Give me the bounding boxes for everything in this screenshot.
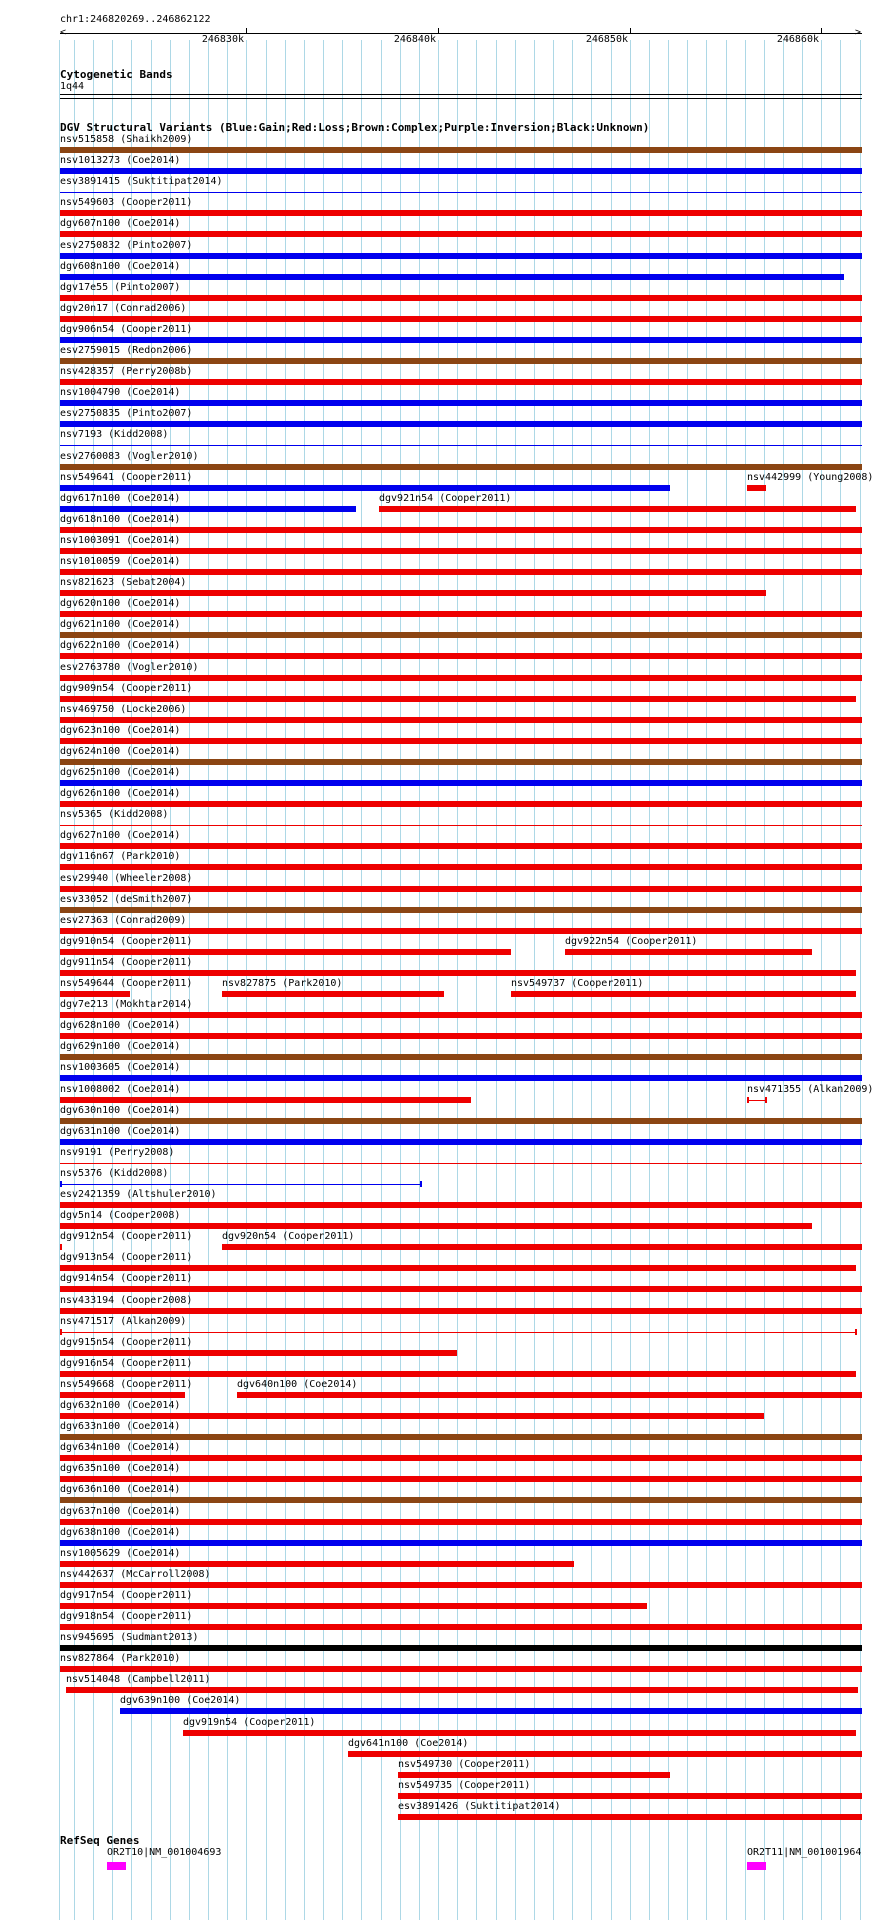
variant-bar[interactable] [60,1603,647,1609]
variant-bar[interactable] [60,717,862,723]
variant-bar[interactable] [747,485,766,491]
ruler-tick-label: 246840k [393,34,436,45]
variant-label: nsv442637 (McCarroll2008) [60,1569,211,1580]
gene-bar[interactable] [747,1862,766,1870]
variant-label: dgv635n100 (Coe2014) [60,1463,181,1474]
variant-label: dgv914n54 (Cooper2011) [60,1273,193,1284]
variant-label: dgv912n54 (Cooper2011) [60,1231,193,1242]
variant-bar[interactable] [60,970,856,976]
variant-bar[interactable] [60,738,862,744]
variant-label: dgv632n100 (Coe2014) [60,1400,181,1411]
cytoband-line-top [60,94,862,95]
variant-bar[interactable] [60,1244,62,1250]
variant-label: dgv640n100 (Coe2014) [237,1379,358,1390]
location-label: chr1:246820269..246862122 [60,14,211,25]
variant-bar[interactable] [379,506,856,512]
variant-bar[interactable] [60,485,670,491]
variant-bar[interactable] [60,253,862,259]
variant-bar[interactable] [60,696,856,702]
variant-label: nsv549644 (Cooper2011) [60,978,193,989]
variant-label: dgv634n100 (Coe2014) [60,1442,181,1453]
variant-bar[interactable] [60,1540,862,1546]
variant-bar[interactable] [60,1519,862,1525]
variant-label: nsv549641 (Cooper2011) [60,472,193,483]
variant-label: nsv1005629 (Coe2014) [60,1548,181,1559]
variant-bar[interactable] [60,1118,862,1124]
variant-bar[interactable] [60,1286,862,1292]
variant-label: dgv620n100 (Coe2014) [60,598,181,609]
variant-label: dgv623n100 (Coe2014) [60,725,181,736]
variant-bar[interactable] [565,949,812,955]
variant-label: nsv821623 (Sebat2004) [60,577,187,588]
variant-bar[interactable] [60,1371,856,1377]
variant-label: nsv442999 (Young2008) [747,472,874,483]
variant-label: esv2421359 (Altshuler2010) [60,1189,217,1200]
variant-label: dgv633n100 (Coe2014) [60,1421,181,1432]
variant-bar[interactable] [222,1244,862,1250]
variant-bar[interactable] [60,1350,457,1356]
variant-label: dgv608n100 (Coe2014) [60,261,181,272]
variant-label: nsv1008002 (Coe2014) [60,1084,181,1095]
variant-label: dgv17e55 (Pinto2007) [60,282,181,293]
variant-label: esv2763780 (Vogler2010) [60,662,199,673]
variant-bar[interactable] [60,168,862,174]
variant-label: nsv549603 (Cooper2011) [60,197,193,208]
variant-label: dgv5n14 (Cooper2008) [60,1210,181,1221]
variant-label: dgv622n100 (Coe2014) [60,640,181,651]
variant-bar-cap [420,1181,422,1187]
variant-bar[interactable] [60,1624,862,1630]
variant-label: dgv627n100 (Coe2014) [60,830,181,841]
variant-label: dgv920n54 (Cooper2011) [222,1231,355,1242]
variant-bar[interactable] [60,1645,862,1651]
variant-label: dgv913n54 (Cooper2011) [60,1252,193,1263]
variant-bar[interactable] [60,1223,812,1229]
variant-label: dgv909n54 (Cooper2011) [60,683,193,694]
variant-label: esv33052 (deSmith2007) [60,894,193,905]
gene-bar[interactable] [107,1862,126,1870]
refseq-track-title: RefSeq Genes [60,1834,140,1847]
variant-label: dgv910n54 (Cooper2011) [60,936,193,947]
variant-label: esv2760083 (Vogler2010) [60,451,199,462]
variant-label: nsv433194 (Cooper2008) [60,1295,193,1306]
variant-label: dgv20n17 (Conrad2006) [60,303,187,314]
variant-label: nsv471355 (Alkan2009) [747,1084,874,1095]
variant-bar[interactable] [60,1332,856,1333]
ruler-tick-mark [821,28,822,34]
variant-label: dgv915n54 (Cooper2011) [60,1337,193,1348]
variant-bar[interactable] [60,1392,185,1398]
variant-bar[interactable] [60,192,862,193]
variant-label: dgv911n54 (Cooper2011) [60,957,193,968]
variant-bar[interactable] [60,1476,862,1482]
variant-label: nsv945695 (Sudmant2013) [60,1632,199,1643]
variant-bar[interactable] [60,653,862,659]
variant-bar[interactable] [60,1012,862,1018]
variant-bar[interactable] [237,1392,862,1398]
variant-bar-cap [60,1181,62,1187]
variant-label: esv3891415 (Suktitipat2014) [60,176,223,187]
variant-label: dgv638n100 (Coe2014) [60,1527,181,1538]
variant-bar[interactable] [60,527,862,533]
variant-label: nsv469750 (Locke2006) [60,704,187,715]
variant-label: nsv549730 (Cooper2011) [398,1759,531,1770]
variant-bar[interactable] [60,632,862,638]
variant-label: nsv9191 (Perry2008) [60,1147,175,1158]
ruler-tick-label: 246850k [585,34,628,45]
variant-bar[interactable] [60,1434,862,1440]
variant-bar[interactable] [66,1687,858,1693]
variant-bar[interactable] [511,991,856,997]
variant-bar[interactable] [747,1100,766,1101]
variant-bar[interactable] [60,1139,862,1145]
variant-bar[interactable] [60,231,862,237]
variant-label: dgv629n100 (Coe2014) [60,1041,181,1052]
variant-label: nsv7193 (Kidd2008) [60,429,169,440]
variant-bar[interactable] [60,1308,862,1314]
variant-bar[interactable] [60,780,862,786]
dgv-track-title: DGV Structural Variants (Blue:Gain;Red:Loss;Brown:Complex;Purple:Inversion;Black:Unknown) [60,121,650,134]
variant-bar-cap [747,1097,749,1103]
variant-bar[interactable] [60,379,862,385]
variant-bar[interactable] [60,274,844,280]
variant-label: dgv7e213 (Mokhtar2014) [60,999,193,1010]
variant-bar[interactable] [60,1265,856,1271]
variant-bar[interactable] [60,886,862,892]
ruler-tick-mark [438,28,439,34]
variant-bar[interactable] [60,949,511,955]
variant-label: nsv515858 (Shaikh2009) [60,134,193,145]
variant-bar[interactable] [60,358,862,364]
variant-bar[interactable] [60,991,130,997]
variant-label: dgv916n54 (Cooper2011) [60,1358,193,1369]
variant-label: dgv921n54 (Cooper2011) [379,493,512,504]
cytoband-track-title: Cytogenetic Bands [60,68,173,81]
variant-label: dgv621n100 (Coe2014) [60,619,181,630]
variant-label: dgv919n54 (Cooper2011) [183,1717,316,1728]
ruler-tick-mark [630,28,631,34]
variant-label: dgv628n100 (Coe2014) [60,1020,181,1031]
variant-bar[interactable] [60,421,862,427]
variant-bar[interactable] [60,210,862,216]
variant-bar[interactable] [60,295,862,301]
variant-bar[interactable] [60,569,862,575]
variant-bar-cap [765,1097,767,1103]
variant-label: nsv549737 (Cooper2011) [511,978,644,989]
ruler-left-arrow: < [60,27,67,38]
variant-bar[interactable] [60,1202,862,1208]
variant-label: nsv1003091 (Coe2014) [60,535,181,546]
variant-bar[interactable] [60,1455,862,1461]
variant-label: dgv631n100 (Coe2014) [60,1126,181,1137]
variant-label: nsv827875 (Park2010) [222,978,343,989]
variant-bar[interactable] [60,1075,862,1081]
variant-label: dgv624n100 (Coe2014) [60,746,181,757]
variant-bar-cap [855,1329,857,1335]
variant-label: dgv630n100 (Coe2014) [60,1105,181,1116]
variant-label: dgv639n100 (Coe2014) [120,1695,241,1706]
variant-bar[interactable] [60,1666,862,1672]
variant-bar-cap [60,1329,62,1335]
variant-label: dgv637n100 (Coe2014) [60,1506,181,1517]
variant-label: dgv116n67 (Park2010) [60,851,181,862]
variant-bar[interactable] [60,843,862,849]
variant-label: dgv917n54 (Cooper2011) [60,1590,193,1601]
variant-bar[interactable] [60,1097,471,1103]
variant-label: esv29940 (Wheeler2008) [60,873,193,884]
variant-bar[interactable] [120,1708,862,1714]
variant-bar[interactable] [60,1497,862,1503]
variant-bar[interactable] [60,337,862,343]
variant-bar[interactable] [60,1033,862,1039]
variant-label: nsv549735 (Cooper2011) [398,1780,531,1791]
variant-label: nsv471517 (Alkan2009) [60,1316,187,1327]
variant-label: dgv626n100 (Coe2014) [60,788,181,799]
variant-bar[interactable] [60,907,862,913]
variant-label: dgv636n100 (Coe2014) [60,1484,181,1495]
variant-label: nsv549668 (Cooper2011) [60,1379,193,1390]
variant-bar[interactable] [60,1582,862,1588]
variant-bar[interactable] [60,1413,764,1419]
variant-label: dgv906n54 (Cooper2011) [60,324,193,335]
gene-label: OR2T10|NM_001004693 [107,1847,222,1858]
variant-label: nsv514048 (Campbell2011) [66,1674,211,1685]
variant-bar[interactable] [398,1793,862,1799]
variant-bar[interactable] [60,825,862,826]
variant-label: esv2759015 (Redon2006) [60,345,193,356]
variant-bar[interactable] [222,991,444,997]
variant-bar[interactable] [183,1730,856,1736]
variant-bar[interactable] [60,400,862,406]
gene-label: OR2T11|NM_001001964 [747,1847,862,1858]
variant-label: nsv5376 (Kidd2008) [60,1168,169,1179]
variant-label: dgv625n100 (Coe2014) [60,767,181,778]
variant-label: nsv1010059 (Coe2014) [60,556,181,567]
variant-bar[interactable] [398,1772,670,1778]
variant-label: dgv922n54 (Cooper2011) [565,936,698,947]
ruler-tick-mark [246,28,247,34]
variant-bar[interactable] [60,928,862,934]
variant-bar[interactable] [60,611,862,617]
variant-bar[interactable] [60,445,862,446]
variant-label: esv2750835 (Pinto2007) [60,408,193,419]
variant-bar[interactable] [60,506,356,512]
variant-bar[interactable] [60,1054,862,1060]
variant-bar[interactable] [60,590,766,596]
variant-bar[interactable] [60,1163,862,1164]
variant-label: dgv918n54 (Cooper2011) [60,1611,193,1622]
variant-label: esv3891426 (Suktitipat2014) [398,1801,561,1812]
variant-bar[interactable] [60,1561,574,1567]
variant-label: nsv1003605 (Coe2014) [60,1062,181,1073]
variant-label: dgv641n100 (Coe2014) [348,1738,469,1749]
ruler-line [60,33,862,34]
variant-label: nsv1004790 (Coe2014) [60,387,181,398]
variant-bar[interactable] [60,464,862,470]
variant-label: nsv5365 (Kidd2008) [60,809,169,820]
variant-bar[interactable] [60,316,862,322]
variant-label: nsv428357 (Perry2008b) [60,366,193,377]
variant-label: dgv607n100 (Coe2014) [60,218,181,229]
ruler-tick-label: 246830k [201,34,244,45]
variant-bar[interactable] [60,864,862,870]
variant-bar[interactable] [60,759,862,765]
cytoband-line-bottom [60,98,862,99]
variant-label: dgv617n100 (Coe2014) [60,493,181,504]
variant-bar[interactable] [60,1184,421,1185]
ruler-right-arrow: > [855,27,862,38]
variant-label: esv2750832 (Pinto2007) [60,240,193,251]
variant-label: esv27363 (Conrad2009) [60,915,187,926]
variant-bar[interactable] [348,1751,862,1757]
variant-label: dgv618n100 (Coe2014) [60,514,181,525]
variant-bar[interactable] [398,1814,862,1820]
cytoband-label: 1q44 [60,81,85,92]
ruler-tick-label: 246860k [776,34,819,45]
variant-bar[interactable] [60,675,862,681]
variant-bar[interactable] [60,147,862,153]
variant-label: nsv827864 (Park2010) [60,1653,181,1664]
variant-bar[interactable] [60,801,862,807]
variant-label: nsv1013273 (Coe2014) [60,155,181,166]
variant-bar[interactable] [60,548,862,554]
